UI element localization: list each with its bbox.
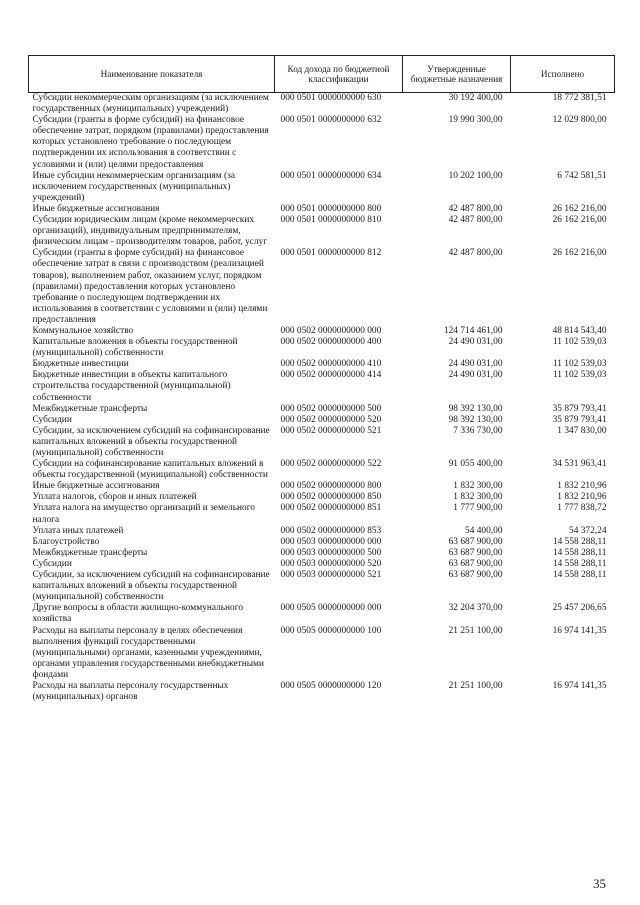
cell-name: Уплата иных платежей: [32, 525, 124, 536]
cell-approved: 19 990 300,00: [448, 115, 503, 126]
cell-name: Иные бюджетные ассигнования: [32, 481, 160, 492]
cell-name: Уплата налогов, сборов и иных платежей: [32, 492, 197, 503]
table-row: [29, 248, 615, 326]
cell-executed: 14 558 288,11: [552, 536, 607, 547]
cell-code: 000 0502 0000000000 521: [280, 425, 382, 436]
cell-name: Бюджетные инвестиции в объекты капитального строительства государственной (муниципальной) собственности: [32, 370, 231, 403]
cell-approved: 98 392 130,00: [448, 403, 503, 414]
cell-approved: 63 687 900,00: [448, 536, 503, 547]
cell-name: Расходы на выплаты персоналу государственных (муниципальных) органов: [32, 680, 229, 703]
cell-executed: 11 102 539,03: [552, 370, 607, 381]
table-row: [29, 204, 615, 215]
table-row: [29, 526, 615, 537]
cell-code: 000 0502 0000000000 853: [280, 525, 382, 536]
cell-approved: 42 487 800,00: [448, 203, 503, 214]
cell-approved: 24 490 031,00: [448, 370, 503, 381]
table-row: [29, 359, 615, 370]
table-row: [29, 548, 615, 559]
cell-executed: 16 974 141,35: [552, 680, 607, 691]
cell-executed: 14 558 288,11: [552, 547, 607, 558]
table-row: [29, 426, 615, 459]
table-row: [29, 215, 615, 248]
cell-executed: 26 162 216,00: [552, 203, 607, 214]
cell-approved: 24 490 031,00: [448, 337, 503, 348]
cell-code: 000 0501 0000000000 632: [280, 115, 382, 126]
cell-approved: 42 487 800,00: [448, 248, 503, 259]
cell-name: Субсидии: [32, 414, 72, 425]
cell-approved: 21 251 100,00: [448, 625, 503, 636]
table-row: [29, 570, 615, 603]
cell-approved: 10 202 100,00: [448, 170, 503, 181]
cell-executed: 6 742 581,51: [557, 170, 607, 181]
cell-approved: 98 392 130,00: [448, 414, 503, 425]
header-code: Код дохода по бюджетной классификации: [275, 56, 403, 93]
cell-executed: 35 879 793,41: [552, 403, 607, 414]
cell-approved: 63 687 900,00: [448, 570, 503, 581]
cell-approved: 7 336 730,00: [453, 425, 503, 436]
cell-approved: 1 832 300,00: [453, 492, 503, 503]
cell-code: 000 0502 0000000000 520: [280, 414, 382, 425]
table-row: [29, 626, 615, 681]
header-approved: Утвержденные бюджетные назначения: [403, 56, 511, 93]
cell-code: 000 0502 0000000000 000: [280, 325, 382, 336]
cell-code: 000 0502 0000000000 410: [280, 359, 382, 370]
cell-code: 000 0503 0000000000 000: [280, 536, 382, 547]
header-name: Наименование показателя: [29, 56, 275, 93]
cell-code: 000 0503 0000000000 500: [280, 547, 382, 558]
cell-executed: 12 029 800,00: [552, 115, 607, 126]
table-row: [29, 503, 615, 525]
cell-code: 000 0502 0000000000 522: [280, 459, 382, 470]
table-row: [29, 115, 615, 170]
table-row: [29, 415, 615, 426]
table-row: [29, 93, 615, 116]
cell-code: 000 0501 0000000000 800: [280, 203, 382, 214]
cell-executed: 48 814 543,40: [552, 325, 607, 336]
cell-code: 000 0502 0000000000 414: [280, 370, 382, 381]
table-row: [29, 481, 615, 492]
cell-executed: 1 832 210,96: [557, 492, 607, 503]
cell-code: 000 0505 0000000000 120: [280, 680, 382, 691]
cell-name: Капитальные вложения в объекты государственной (муниципальной) собственности: [32, 337, 238, 359]
budget-table: [28, 55, 615, 703]
cell-code: 000 0505 0000000000 000: [280, 603, 382, 614]
cell-executed: 1 347 830,00: [557, 425, 607, 436]
page-number: 35: [593, 876, 606, 891]
cell-executed: 35 879 793,41: [552, 414, 607, 425]
cell-executed: 34 531 963,41: [552, 459, 607, 470]
cell-code: 000 0501 0000000000 810: [280, 215, 382, 226]
table-row: [29, 326, 615, 337]
cell-approved: 24 490 031,00: [448, 359, 503, 370]
cell-code: 000 0505 0000000000 100: [280, 625, 382, 636]
cell-code: 000 0501 0000000000 630: [280, 93, 382, 103]
cell-approved: 63 687 900,00: [448, 547, 503, 558]
cell-executed: 1 777 838,72: [557, 503, 607, 514]
table-row: [29, 603, 615, 625]
cell-executed: 11 102 539,03: [552, 359, 607, 370]
cell-approved: 91 055 400,00: [448, 459, 503, 470]
cell-executed: 16 974 141,35: [552, 625, 607, 636]
cell-approved: 1 777 900,00: [453, 503, 503, 514]
cell-name: Субсидии: [32, 558, 72, 569]
cell-code: 000 0501 0000000000 812: [280, 248, 382, 259]
table-row: [29, 492, 615, 503]
cell-name: Субсидии юридическим лицам (кроме некоммерческих организаций), индивидуальным предпринимателям, физическим лицам - производителям товаров, работ, услуг: [32, 215, 268, 248]
cell-executed: 18 772 381,51: [552, 93, 607, 103]
cell-name: Субсидии на софинансирование капитальных вложений в объекты государственной (муниципальной) собственности: [32, 459, 268, 481]
cell-code: 000 0503 0000000000 521: [280, 570, 382, 581]
cell-executed: 25 457 206,65: [552, 603, 607, 614]
cell-name: Субсидии, за исключением субсидий на софинансирование капитальных вложений в объекты государственной (муниципальной) собственности: [32, 570, 270, 603]
cell-name: Другие вопросы в области жилищно-коммунального хозяйства: [32, 603, 244, 625]
table-row: [29, 171, 615, 204]
cell-executed: 26 162 216,00: [552, 248, 607, 259]
cell-approved: 30 192 400,00: [448, 93, 503, 103]
cell-executed: 54 372,24: [569, 525, 607, 536]
cell-approved: 63 687 900,00: [448, 558, 503, 569]
cell-name: Иные бюджетные ассигнования: [32, 203, 160, 214]
table-row: [29, 337, 615, 359]
cell-name: Межбюджетные трансферты: [32, 547, 148, 558]
cell-code: 000 0502 0000000000 400: [280, 337, 382, 348]
cell-executed: 26 162 216,00: [552, 215, 607, 226]
cell-executed: 14 558 288,11: [552, 570, 607, 581]
cell-approved: 124 714 461,00: [443, 325, 503, 336]
cell-code: 000 0503 0000000000 520: [280, 558, 382, 569]
cell-name: Иные субсидии некоммерческим организациям (за исключением государственных (муниципальных) учреждений): [32, 170, 236, 203]
cell-executed: 1 832 210,96: [557, 481, 607, 492]
cell-name: Субсидии некоммерческим организациям (за исключением государственных (муниципальных) учреждений): [32, 93, 269, 115]
table-row: [29, 559, 615, 570]
cell-code: 000 0502 0000000000 800: [280, 481, 382, 492]
table-header: [29, 56, 615, 93]
table-row: [29, 681, 615, 703]
report-sheet: [28, 55, 614, 703]
cell-name: Уплата налога на имущество организаций и земельного налога: [32, 503, 255, 525]
table-row: [29, 459, 615, 481]
cell-name: Субсидии (гранты в форме субсидий) на финансовое обеспечение затрат в связи с производством (реализацией товаров), выполнением работ, оказанием услуг, порядком (правилами) предоставления которых установлено требование о последующем подтверждении их использования в соответствии с условиями и (или) целями предоставления: [32, 248, 268, 325]
table-row: [29, 537, 615, 548]
cell-approved: 1 832 300,00: [453, 481, 503, 492]
cell-executed: 11 102 539,03: [552, 337, 607, 348]
cell-name: Бюджетные инвестиции: [32, 359, 129, 370]
cell-name: Субсидии, за исключением субсидий на софинансирование капитальных вложений в объекты государственной (муниципальной) собственности: [32, 425, 270, 458]
cell-executed: 14 558 288,11: [552, 558, 607, 569]
table-body: [29, 93, 615, 704]
cell-code: 000 0502 0000000000 500: [280, 403, 382, 414]
cell-name: Межбюджетные трансферты: [32, 403, 148, 414]
cell-approved: 42 487 800,00: [448, 215, 503, 226]
cell-approved: 32 204 370,00: [448, 603, 503, 614]
cell-name: Расходы на выплаты персоналу в целях обеспечения выполнения функций государственными (муниципальными) органами, казенными учреждениями, органами управления государственными внебюджетными фондами: [32, 625, 264, 680]
cell-approved: 54 400,00: [465, 525, 503, 536]
cell-code: 000 0501 0000000000 634: [280, 170, 382, 181]
cell-code: 000 0502 0000000000 850: [280, 492, 382, 503]
table-row: [29, 370, 615, 403]
table-row: [29, 404, 615, 415]
cell-name: Благоустройство: [32, 536, 100, 547]
cell-name: Субсидии (гранты в форме субсидий) на финансовое обеспечение затрат, порядком (правилами) предоставления которых установлено требование о последующем подтверждении их использования в соответствии с условиями и (или) целями предоставления: [32, 115, 269, 170]
cell-code: 000 0502 0000000000 851: [280, 503, 382, 514]
header-executed: Исполнено: [511, 56, 615, 93]
cell-name: Коммунальное хозяйство: [32, 325, 134, 336]
cell-approved: 21 251 100,00: [448, 680, 503, 691]
